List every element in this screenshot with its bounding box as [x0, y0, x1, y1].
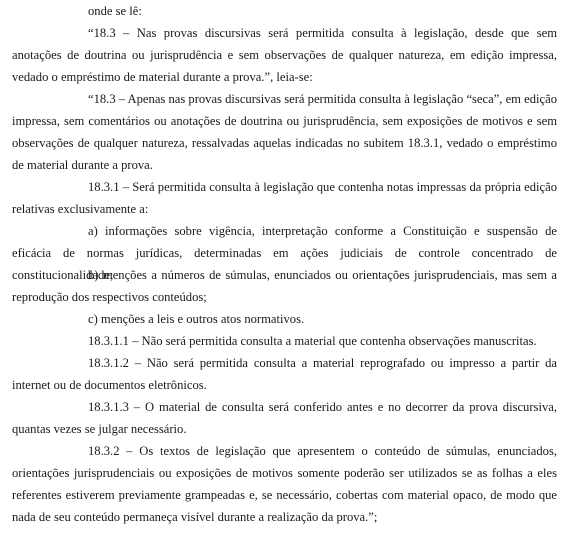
paragraph-onde-se-le: onde se lê:: [88, 4, 142, 18]
paragraph-18-3-1: 18.3.1 – Será permitida consulta à legislação que contenha notas impressas da própria edição relativas exclusivamente a:: [12, 180, 557, 216]
paragraph-18-3-2: 18.3.2 – Os textos de legislação que apresentem o conteúdo de súmulas, enunciados, orientações jurisprudenciais ou exposições de motivos somente poderão ser utilizados se as folhas a eles referentes estiverem previamente grampeadas e, se necessário, cobertas com material opaco, de modo que nada de seu conteúdo permaneça visível durante a realização da prova.”;: [12, 444, 557, 524]
paragraph-original-18-3: “18.3 – Nas provas discursivas será permitida consulta à legislação, desde que sem anotações de doutrina ou jurisprudência e sem observações de qualquer natureza, em edição impressa, vedado o empréstimo de material durante a prova.”, leia-se:: [12, 26, 557, 84]
paragraph-item-a: a) informações sobre vigência, interpretação conforme a Constituição e suspensão de eficácia de normas jurídicas, determinadas em ações judiciais de controle concentrado de constitucionalidade;: [12, 224, 557, 282]
paragraph-new-18-3: “18.3 – Apenas nas provas discursivas será permitida consulta à legislação “seca”, em edição impressa, sem comentários ou anotações de doutrina ou jurisprudência, sem exposições de motivos e sem observações de qualquer natureza, ressalvadas aquelas indicadas no subitem 18.3.1, vedado o empréstimo de material durante a prova.: [12, 92, 557, 172]
paragraph-item-c: c) menções a leis e outros atos normativos.: [88, 312, 305, 326]
paragraph-18-3-1-2: 18.3.1.2 – Não será permitida consulta a material reprografado ou impresso a partir da internet ou de documentos eletrônicos.: [12, 356, 557, 392]
paragraph-18-3-1-1: 18.3.1.1 – Não será permitida consulta a material que contenha observações manuscritas.: [88, 334, 537, 348]
paragraph-item-b: b) menções a números de súmulas, enunciados ou orientações jurisprudenciais, mas sem a reprodução dos respectivos conteúdos;: [12, 268, 557, 304]
paragraph-18-3-1-3: 18.3.1.3 – O material de consulta será conferido antes e no decorrer da prova discursiva, quantas vezes se julgar necessário.: [12, 400, 557, 436]
